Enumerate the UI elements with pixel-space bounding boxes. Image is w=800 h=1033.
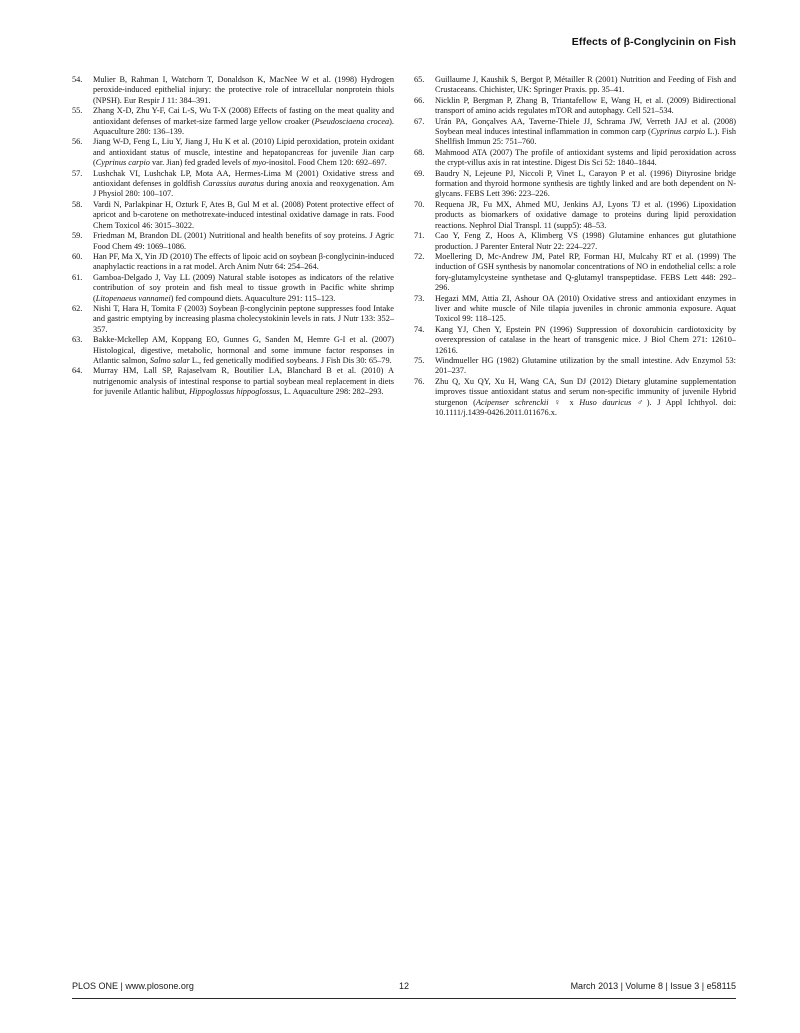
- reference-item: [414, 169, 736, 200]
- reference-item: [72, 106, 394, 137]
- reference-number: 65.: [414, 75, 425, 84]
- references-column-right: [414, 75, 736, 418]
- reference-number: 68.: [414, 147, 425, 157]
- page-footer: [72, 981, 736, 991]
- reference-number: 67.: [414, 116, 425, 126]
- reference-text: Cao Y, Feng Z, Hoos A, Klimberg VS (1998) Glutamine enhances gut glutathione production. J Parenter Enteral Nutr 22: 224–227.: [435, 231, 736, 251]
- reference-text: Nicklin P, Bergman P, Zhang B, Triantafellow E, Wang H, et al. (2009) Bidirectional transport of amino acids regulates mTOR and autophagy. Cell 521–534.: [435, 95, 736, 116]
- reference-text: Urán PA, Gonçalves AA, Taverne-Thiele JJ, Schrama JW, Verreth JAJ et al. (2008) Soybean meal induces intestinal inflammation in common carp (Cyprinus carpio L.). Fish Shellfish Immun 25: 751–760.: [435, 116, 736, 147]
- reference-text: Requena JR, Fu MX, Ahmed MU, Jenkins AJ, Lyons TJ et al. (1996) Lipoxidation products as biomarkers of oxidative damage to proteins during lipid peroxidation reactions. Nephrol Dial Transpl. 11 (supp5): 48–53.: [435, 199, 736, 230]
- reference-item: [72, 169, 394, 200]
- reference-text: Murray HM, Lall SP, Rajaselvam R, Boutilier LA, Blanchard B et al. (2010) A nutrigenomic analysis of intestinal response to partial soybean meal replacement in diets for juvenile Atlantic halibut, Hippoglossus hippoglossus, L. Aquaculture 298: 282–293.: [93, 366, 394, 397]
- reference-item: [414, 325, 736, 356]
- reference-text: Friedman M, Brandon DL (2001) Nutritional and health benefits of soy proteins. J Agric Food Chem 49: 1069–1086.: [93, 231, 394, 251]
- reference-text: Jiang W-D, Feng L, Liu Y, Jiang J, Hu K et al. (2010) Lipid peroxidation, protein oxidant and antioxidant status of muscle, intestine and hepatopancreas for juvenile Jian carp (Cyprinus carpio var. Jian) fed graded levels of myo-inositol. Food Chem 120: 692–697.: [93, 137, 394, 168]
- reference-text: Gamboa-Delgado J, Vay LL (2009) Natural stable isotopes as indicators of the relative contribution of soy protein and fish meal to tissue growth in Pacific white shrimp (Litopenaeus vannamei) fed compound diets. Aquaculture 291: 115–123.: [93, 272, 394, 303]
- reference-item: [414, 294, 736, 325]
- reference-item: [414, 231, 736, 252]
- reference-item: [414, 96, 736, 117]
- reference-text: Moellering D, Mc-Andrew JM, Patel RP, Forman HJ, Mulcahy RT et al. (1999) The induction of GSH synthesis by nanomolar concentrations of NO in endothelial cells: a role forγ-glutamylcysteine synthetase and Q-glutamyl transpeptidase. FEBS Lett 448: 292–296.: [435, 251, 736, 293]
- reference-number: 66.: [414, 95, 425, 105]
- reference-number: 59.: [72, 231, 83, 241]
- reference-text: Nishi T, Hara H, Tomita F (2003) Soybean β-conglycinin peptone suppresses food Intake and gastric emptying by increasing plasma cholecystokinin levels in rats. J Nutr 133: 352–357.: [93, 303, 394, 334]
- reference-item: [72, 75, 394, 106]
- reference-number: 69.: [414, 168, 425, 178]
- reference-number: 60.: [72, 251, 83, 261]
- footer-divider: [72, 998, 736, 999]
- reference-item: [72, 231, 394, 252]
- reference-text: Mulier B, Rahman I, Watchorn T, Donaldson K, MacNee W et al. (1998) Hydrogen peroxide-induced epithelial injury: the protective role of intracellular nonprotein thiols (NPSH). Eur Respir J 11: 384–391.: [93, 75, 394, 105]
- reference-text: Zhu Q, Xu QY, Xu H, Wang CA, Sun DJ (2012) Dietary glutamine supplementation improves tissue antioxidant status and serum non-specific immunity of juvenile Hybrid sturgenon (Acipenser schrenckii ♀ x Huso dauricus ♂). J Appl Ichthyol. doi: 10.1111/j.1439-0426.2011.011676.x.: [435, 376, 736, 417]
- reference-text: Hegazi MM, Attia ZI, Ashour OA (2010) Oxidative stress and antioxidant enzymes in liver and white muscle of Nile tilapia juveniles in chronic ammonia exposure. Aquat Toxicol 99: 118–125.: [435, 293, 736, 324]
- reference-item: [72, 273, 394, 304]
- reference-text: Bakke-Mckellep AM, Koppang EO, Gunnes G, Sanden M, Hemre G-I et al. (2007) Histological, digestive, metabolic, hormonal and some immune factor responses in Atlantic salmon, Salmo salar L., fed genetically modified soybeans. J Fish Dis 30: 65–79.: [93, 335, 394, 365]
- reference-number: 61.: [72, 272, 83, 282]
- reference-item: [414, 75, 736, 96]
- reference-text: Han PF, Ma X, Yin JD (2010) The effects of lipoic acid on soybean β-conglycinin-induced anaphylactic reactions in a rat model. Arch Anim Nutr 64: 254–264.: [93, 251, 394, 272]
- footer-journal: PLOS ONE | www.plosone.org: [72, 981, 194, 991]
- reference-text: Zhang X-D, Zhu Y-F, Cai L-S, Wu T-X (2008) Effects of fasting on the meat quality and antioxidant defenses of market-size farmed large yellow croaker (Pseudosciaena crocea). Aquaculture 280: 136–139.: [93, 106, 394, 137]
- reference-number: 73.: [414, 293, 425, 303]
- reference-number: 71.: [414, 231, 425, 241]
- reference-number: 54.: [72, 75, 83, 84]
- reference-number: 58.: [72, 199, 83, 209]
- reference-number: 74.: [414, 324, 425, 334]
- reference-item: [72, 366, 394, 397]
- reference-item: [72, 252, 394, 273]
- reference-item: [414, 377, 736, 419]
- reference-number: 64.: [72, 366, 83, 376]
- reference-number: 56.: [72, 137, 83, 147]
- reference-text: Baudry N, Lejeune PJ, Niccoli P, Vinet L, Carayon P et al. (1996) Dityrosine bridge formation and thyroid hormone synthesis are tightly linked and are both dependent on N-glycans. FEBS Lett 396: 223–226.: [435, 168, 736, 199]
- reference-number: 70.: [414, 199, 425, 209]
- footer-issue-info: March 2013 | Volume 8 | Issue 3 | e58115: [570, 981, 737, 991]
- reference-item: [72, 200, 394, 231]
- reference-item: [414, 148, 736, 169]
- reference-number: 76.: [414, 376, 425, 386]
- footer-page-number: 12: [399, 981, 410, 991]
- reference-number: 63.: [72, 335, 83, 345]
- references-column-left: [72, 75, 394, 418]
- reference-number: 75.: [414, 355, 425, 365]
- references-section: [72, 75, 736, 418]
- reference-text: Kang YJ, Chen Y, Epstein PN (1996) Suppression of doxorubicin cardiotoxicity by overexpression of catalase in the heart of transgenic mice. J Biol Chem 271: 12610–12616.: [435, 324, 736, 355]
- reference-item: [414, 117, 736, 148]
- reference-text: Mahmood ATA (2007) The profile of antioxidant systems and lipid peroxidation across the crypt-villus axis in rat intestine. Digest Dis Sci 52: 1840–1844.: [435, 147, 736, 168]
- reference-text: Windmueller HG (1982) Glutamine utilization by the small intestine. Adv Enzymol 53: 201–237.: [435, 355, 736, 376]
- reference-text: Lushchak VI, Lushchak LP, Mota AA, Hermes-Lima M (2001) Oxidative stress and antioxidant defenses in goldfish Carassius auratus during anoxia and reoxygenation. Am J Physiol 280: 100–107.: [93, 168, 395, 199]
- reference-item: [72, 335, 394, 366]
- reference-item: [414, 252, 736, 294]
- reference-text: Guillaume J, Kaushik S, Bergot P, Métailler R (2001) Nutrition and Feeding of Fish and Crustaceans. Chichister, UK: Springer Praxis. pp. 35–41.: [435, 75, 736, 95]
- reference-item: [414, 356, 736, 377]
- reference-number: 57.: [72, 168, 83, 178]
- reference-number: 62.: [72, 303, 83, 313]
- reference-number: 72.: [414, 251, 425, 261]
- reference-item: [72, 137, 394, 168]
- reference-item: [414, 200, 736, 231]
- running-head: Effects of β-Conglycinin on Fish: [571, 36, 736, 48]
- reference-item: [72, 304, 394, 335]
- reference-text: Vardi N, Parlakpinar H, Ozturk F, Ates B, Gul M et al. (2008) Potent protective effect of apricot and b-carotene on methotrexate-induced intestinal oxidative damage in rats. Food Chem Toxicol 46: 3015–3022.: [93, 199, 394, 230]
- reference-number: 55.: [72, 106, 83, 116]
